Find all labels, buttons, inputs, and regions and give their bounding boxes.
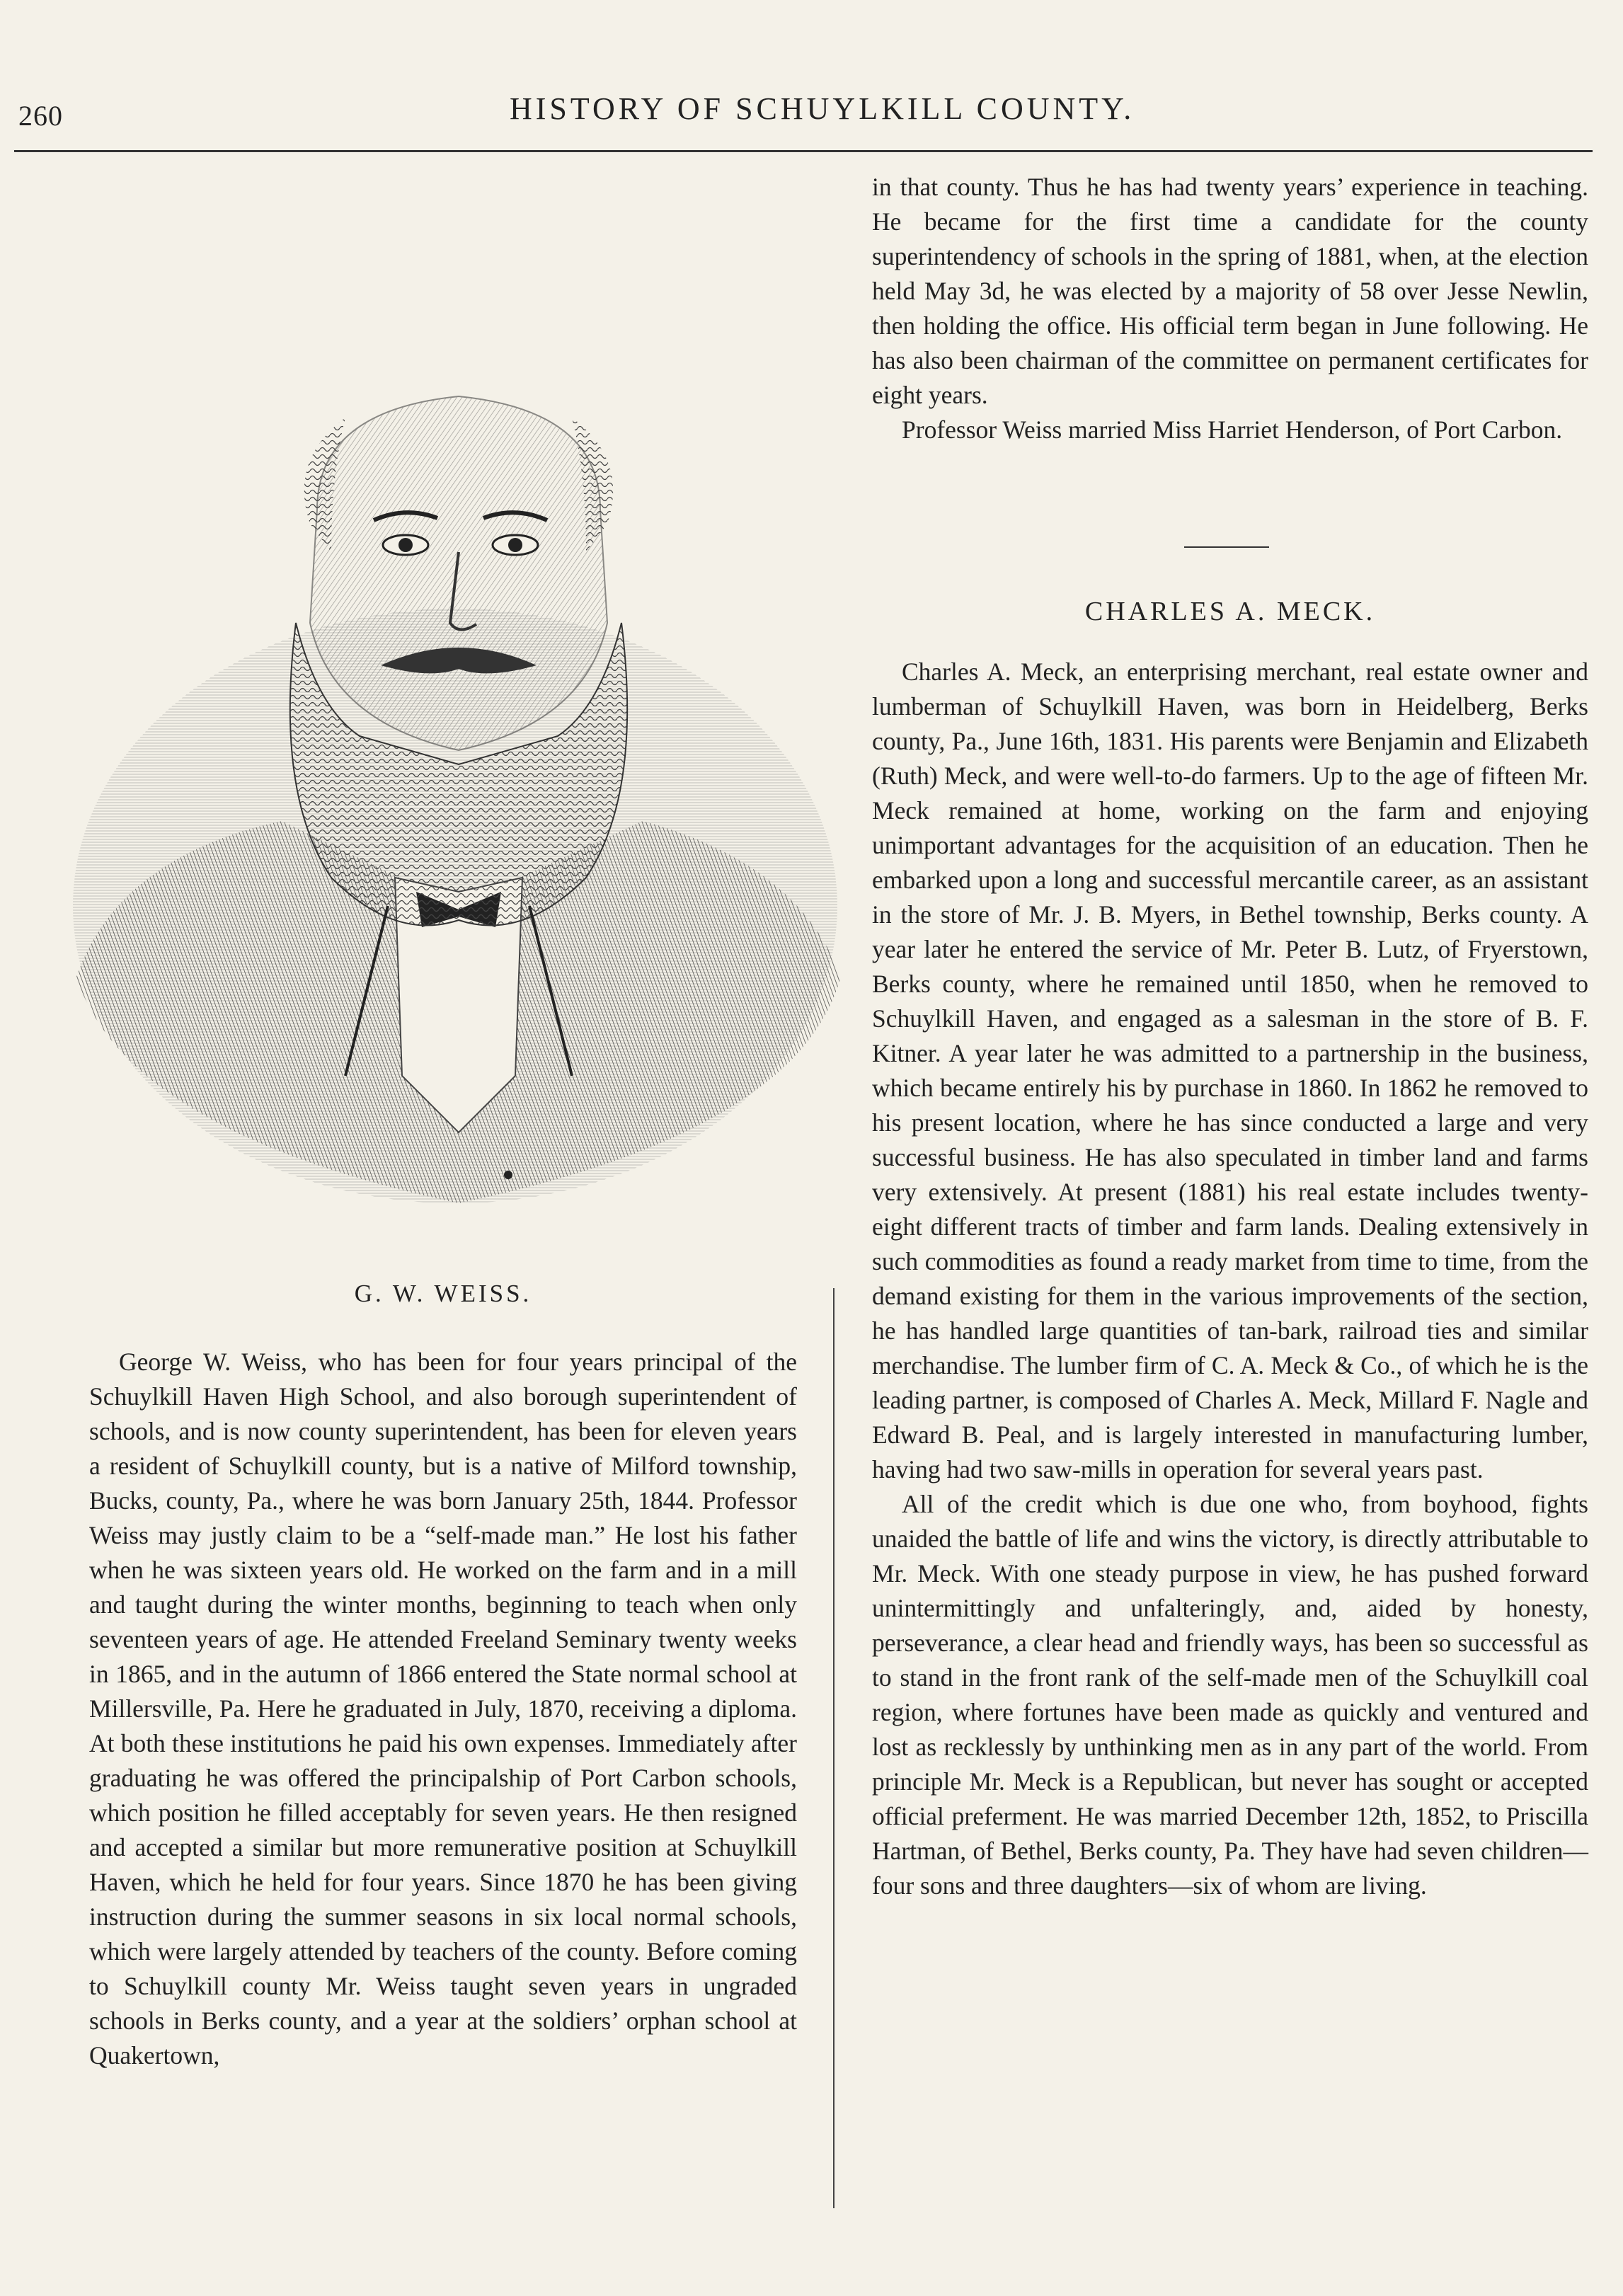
weiss-marriage-paragraph: Professor Weiss married Miss Harriet Henderson, of Port Carbon. [902, 415, 1563, 444]
page-number: 260 [18, 100, 63, 132]
portrait-engraving [62, 368, 852, 1217]
weiss-biography [89, 1345, 797, 2073]
meck-heading: CHARLES A. MECK. [1084, 597, 1376, 626]
meck-biography [872, 655, 1588, 1903]
weiss-continued-paragraph: in that county. Thus he has had twenty years’ experience in teaching. He became for the first time a candidate for the county superintendency of schools in the spring of 1881, when, at the election held May 3d, he was elected by a majority of 58 over Jesse Newlin, then holding the office. His official term began in June following. He has also been chairman of the committee on permanent certificates for eight years. [872, 173, 1588, 409]
section-divider [1184, 546, 1269, 548]
weiss-biography-continued [872, 170, 1588, 447]
weiss-paragraph: George W. Weiss, who has been for four years principal of the Schuylkill Haven High School, and also borough superintendent of schools, and is now county superintendent, has been for eleven years a resident of Schuylkill county, but is a native of Milford township, Bucks, county, Pa., where he was born January 25th, 1844. Professor Weiss may justly claim to be a “self-made man.” He lost his father when he was sixteen years old. He worked on the farm and in a mill and taught during the winter months, beginning to teach when only seventeen years of age. He attended Freeland Seminary twenty weeks in 1865, and in the autumn of 1866 entered the State normal school at Millersville, Pa. Here he graduated in July, 1870, receiving a diploma. At both these institutions he paid his own expenses. Immediately after graduating he was offered the principalship of Port Carbon schools, which position he filled acceptably for seven years. He then resigned and accepted a similar but more remunerative position at Schuylkill Haven, which he held for four years. Since 1870 he has been giving instruction during the summer seasons in six local normal schools, which were largely attended by teachers of the county. Before coming to Schuylkill county Mr. Weiss taught seven years in ungraded schools in Berks county, and a year at the soldiers’ orphan school at Quakertown, [89, 1348, 797, 2070]
meck-paragraph-character: All of the credit which is due one who, from boyhood, fights unaided the battle of life and wins the victory, is directly attributable to Mr. Meck. With one steady purpose in view, he has pushed forward unintermittingly and unfalteringly, and, aided by honesty, perseverance, a clear head and friendly ways, has been so successful as to stand in the front rank of the self-made men of the Schuylkill coal region, where fortunes have been made as quickly and ventured and lost as recklessly by unthinking men as in any part of the world. From principle Mr. Meck is a Republican, but never has sought or accepted official preferment. He was married December 12th, 1852, to Priscilla Hartman, of Bethel, Berks county, Pa. They have had seven children—four sons and three daughters—six of whom are living. [872, 1490, 1588, 1900]
header-rule [14, 150, 1593, 152]
running-title: HISTORY OF SCHUYLKILL COUNTY. [510, 91, 1135, 126]
meck-paragraph-career: Charles A. Meck, an enterprising merchant, real estate owner and lumberman of Schuylkill Haven, was born in Heidelberg, Berks county, Pa., June 16th, 1831. His parents were Benjamin and Elizabeth (Ruth) Meck, and were well-to-do farmers. Up to the age of fifteen Mr. Meck remained at home, working on the farm and enjoying unimportant advantages for the acquisition of an education. Then he embarked upon a long and successful mercantile career, as an assistant in the store of Mr. J. B. Myers, in Bethel township, Berks county. A year later he entered the service of Mr. Peter B. Lutz, of Fryerstown, Berks county, where he remained until 1850, when he removed to Schuylkill Haven, and engaged as a salesman in the store of B. F. Kitner. A year later he was admitted to a partnership in the business, which became entirely his by purchase in 1860. In 1862 he removed to his present location, where he has since conducted a large and very successful business. He has also speculated in timber land and farms very extensively. At present (1881) his real estate includes twenty-eight different tracts of timber and farm lands. Dealing extensively in such commodities as found a ready market from time to time, from the demand existing for them in the various improvements of the section, he has handled large quantities of tan-bark, railroad ties and similar merchandise. The lumber firm of C. A. Meck & Co., of which he is the leading partner, is composed of Charles A. Meck, Millard F. Nagle and Edward B. Peal, and is largely interested in manufacturing lumber, having had two saw-mills in operation for several years past. [872, 658, 1588, 1483]
running-head [0, 0, 1623, 163]
portrait-caption: G. W. WEISS. [354, 1280, 532, 1307]
portrait-illustration [62, 368, 852, 1217]
column-divider [833, 1288, 835, 2208]
